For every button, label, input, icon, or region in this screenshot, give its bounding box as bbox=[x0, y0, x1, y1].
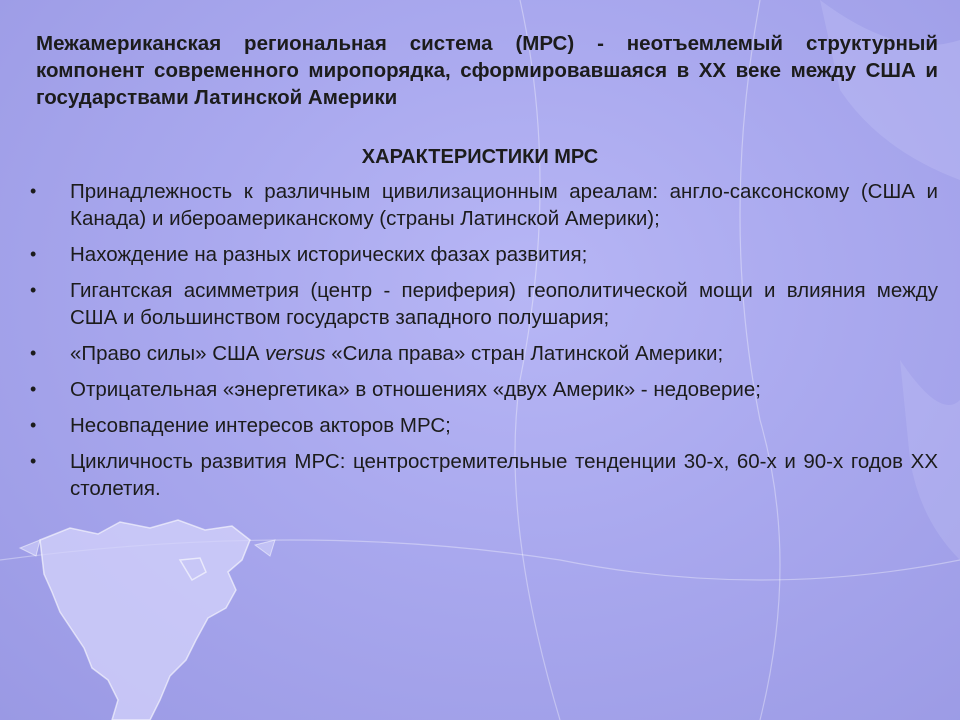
bullet-icon: • bbox=[30, 181, 37, 201]
list-item bbox=[30, 178, 938, 232]
bullet-icon: • bbox=[30, 379, 37, 399]
list-item-text: Цикличность развития МРС: центростремительные тенденции 30-х, 60-х и 90-х годов ХХ столетия. bbox=[70, 450, 938, 500]
list-item-text: Отрицательная «энергетика» в отношениях «двух Америк» - недоверие; bbox=[70, 378, 761, 401]
list-item-text: Нахождение на разных исторических фазах развития; bbox=[70, 243, 588, 266]
bullet-icon: • bbox=[30, 415, 37, 435]
list-item bbox=[30, 448, 938, 502]
section-title: ХАРАКТЕРИСТИКИ МРС bbox=[361, 146, 599, 168]
list-item bbox=[30, 241, 938, 268]
list-item-text: «Право силы» США versus «Сила права» стран Латинской Америки; bbox=[70, 342, 724, 365]
north-america-shape bbox=[40, 520, 250, 720]
list-item-text: Несовпадение интересов акторов МРС; bbox=[70, 414, 451, 437]
bullet-icon: • bbox=[30, 244, 37, 264]
characteristics-list bbox=[30, 178, 938, 511]
list-item bbox=[30, 376, 938, 403]
bullet-icon: • bbox=[30, 451, 37, 471]
list-item bbox=[30, 277, 938, 331]
list-item bbox=[30, 412, 938, 439]
bullet-icon: • bbox=[30, 343, 37, 363]
list-item-text: Принадлежность к различным цивилизационным ареалам: англо-саксонскому (США и Канада) и ибероамериканскому (страны Латинской Америки); bbox=[70, 180, 938, 230]
slide-heading: Межамериканская региональная система (МРС) - неотъемлемый структурный компонент современного миропорядка, сформировавшаяся в ХХ веке между США и государствами Латинской Америки bbox=[36, 32, 938, 109]
bullet-icon: • bbox=[30, 280, 37, 300]
versus-emphasis: versus bbox=[265, 342, 326, 365]
list-item-text: Гигантская асимметрия (центр - периферия) геополитической мощи и влияния между США и большинством государств западного полушария; bbox=[70, 279, 938, 329]
list-item bbox=[30, 340, 938, 367]
